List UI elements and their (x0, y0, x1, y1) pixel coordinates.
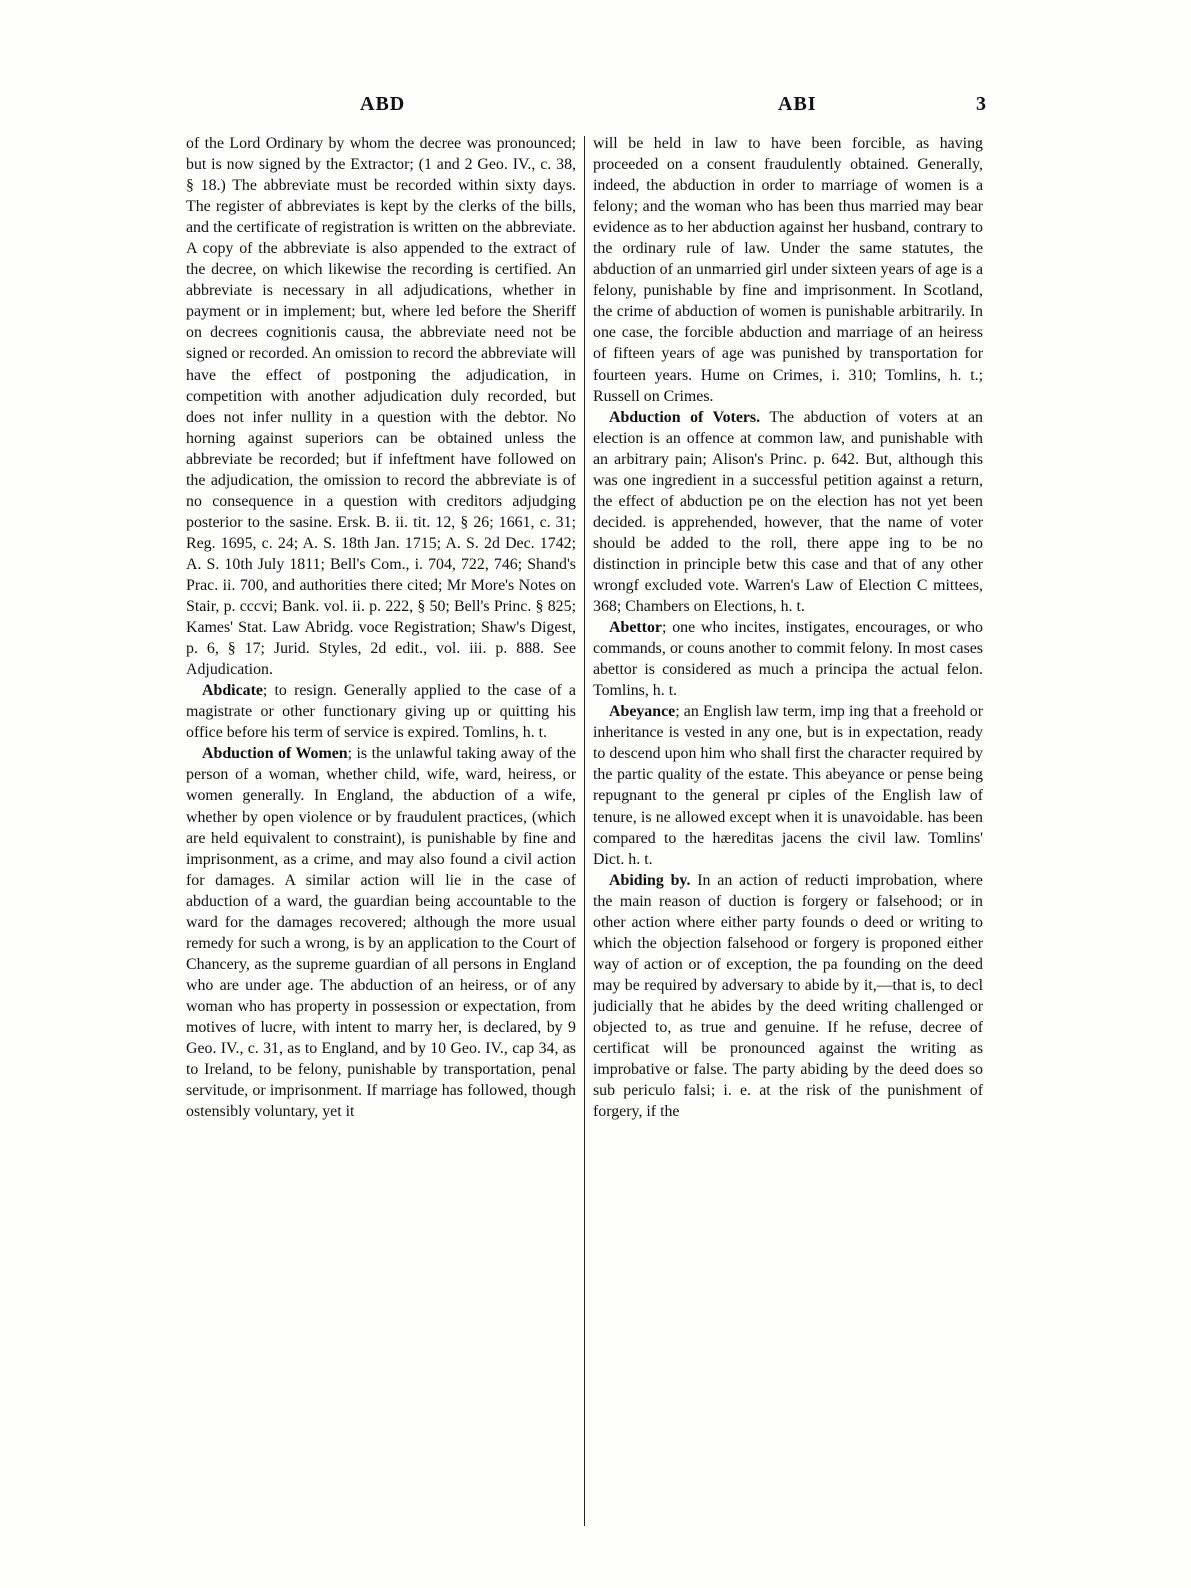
entry-text: ; one who incites, instigates, encourages, or who commands, or couns another to commit felony. In most cases abettor is considered as much a principa the actual felon. Tomlins, h. t. (593, 619, 983, 700)
header-left-catchword: ABD (360, 93, 406, 115)
entry-abiding-by (593, 870, 983, 1123)
entry-text: ; to resign. Generally applied to the case of a magistrate or other functionary giving up or quitting his office before his term of service is expired. Tomlins, h. t. (186, 682, 576, 742)
page-number: 3 (976, 93, 986, 115)
right-continued-paragraph: will be held in law to have been forcible, as having proceeded on a consent fraudulently obtained. Generally, indeed, the abduction in order to marriage of women is a felony; and the woman who has been thus married may bear evidence as to her abduction against her husband, contrary to the ordinary rule of law. Under the same statutes, the abduction of an unmarried girl under sixteen years of age is a felony, punishable by fine and imprisonment. In Scotland, the crime of abduction of women is punishable arbitrarily. In one case, the forcible abduction and marriage of an heiress of fifteen years of age was punished by transportation for fourteen years. Hume on Crimes, i. 310; Tomlins, h. t.; Russell on Crimes. (593, 135, 983, 405)
entry-abettor (593, 617, 983, 701)
entry-abdicate (186, 680, 576, 743)
entry-text: ; an English law term, imp ing that a freehold or inheritance is vested in any one, but is in expectation, ready to descend upon him who shall first the character required by the partic quality of the estate. This abeyance or pense being repugnant to the general pr ciples of the English law of tenure, is ne allowed except when it is unavoidable. has been compared to the hæreditas jacens the civil law. Tomlins' Dict. h. t. (593, 703, 983, 868)
left-continued-paragraph: of the Lord Ordinary by whom the decree was pronounced; but is now signed by the Extractor; (1 and 2 Geo. IV., c. 38, § 18.) The abbreviate must be recorded within sixty days. The register of abbreviates is kept by the clerks of the bills, and the certificate of registration is written on the abbreviate. A copy of the abbreviate is also appended to the extract of the decree, on which likewise the recording is certified. An abbreviate is necessary in all adjudications, whether in payment or in implement; but, where led before the Sheriff on decrees cognitionis causa, the abbreviate need not be signed or recorded. An omission to record the abbreviate will have the effect of postponing the adjudication, in competition with another adjudication duly recorded, but does not infer nullity in a question with the debtor. No horning against superiors can be obtained unless the abbreviate be recorded; but if infeftment have followed on the adjudication, the omission to record the abbreviate is of no consequence in a question with creditors adjudging posterior to the sasine. Ersk. B. ii. tit. 12, § 26; 1661, c. 31; Reg. 1695, c. 24; A. S. 18th Jan. 1715; A. S. 2d Dec. 1742; A. S. 10th July 1811; Bell's Com., i. 704, 722, 746; Shand's Prac. ii. 700, and authorities there cited; Mr More's Notes on Stair, p. cccvi; Bank. vol. ii. p. 222, § 50; Bell's Princ. § 825; Kames' Stat. Law Abridg. voce Registration; Shaw's Digest, p. 6, § 17; Jurid. Styles, 2d edit., vol. iii. p. 888. See Adjudication. (186, 135, 576, 679)
column-divider (584, 136, 585, 1526)
entry-text: The abduction of voters at an election is an offence at common law, and punishable with an arbitrary pain; Alison's Princ. p. 642. But, although this was one ingredient in a successful petition against a return, the effect of abduction pe on the election has not yet been decided. is apprehended, however, that the name of voter should be added to the roll, there appe ing to be no distinction in principle betw this case and that of any other wrongf excluded vote. Warren's Law of Election C mittees, 368; Chambers on Elections, h. t. (593, 408, 983, 616)
entry-headword: Abduction of Voters. (609, 408, 761, 426)
entry-text: In an action of reducti improbation, where the main reason of duction is forgery or falsehood; or in other action where either party founds o deed or writing to which the objection falsehood or forgery is proponed either way of action or of exception, the pa founding on the deed may be required by adversary to abide by it,—that is, to decl judicially that he abides by the deed writing challenged or objected to, as true and genuine. If he refuse, decree of certificat will be pronounced against the writing as improbative or false. The party abiding by the deed does so sub periculo falsi; i. e. at the risk of the punishment of forgery, if the (593, 871, 983, 1121)
entry-headword: Abduction of Women (202, 745, 348, 763)
entry-headword: Abettor (609, 619, 662, 637)
entry-headword: Abiding by. (609, 871, 691, 889)
running-header (0, 93, 1191, 123)
entry-abduction-of-women (186, 743, 576, 1122)
right-column (593, 133, 983, 1553)
entry-headword: Abeyance (609, 703, 676, 721)
entry-abduction-of-voters (593, 407, 983, 617)
entry-text: ; is the unlawful taking away of the person of a woman, whether child, wife, ward, heiress, or women generally. In England, the abduction of a wife, whether by open violence or by fraudulent practices, (which are held equivalent to constraint), is punishable by fine and imprisonment, as a crime, and may also found a civil action for damages. A similar action will lie in the case of abduction of a ward, the guardian being accountable to the ward for the damages recovered; although the more usual remedy for such a wrong, is by an application to the Court of Chancery, as the supreme guardian of all persons in England who are under age. The abduction of an heiress, or of any woman who has property in possession or expectation, from motives of lucre, with intent to marry her, is declared, by 9 Geo. IV., c. 31, as to England, and by 10 Geo. IV., cap 34, as to Ireland, to be felony, punishable by transportation, penal servitude, or imprisonment. If marriage has followed, though ostensibly voluntary, yet it (186, 745, 576, 1121)
left-column (186, 133, 576, 1553)
entry-abeyance (593, 701, 983, 869)
header-right-catchword: ABI (778, 93, 817, 115)
entry-headword: Abdicate (202, 682, 263, 700)
